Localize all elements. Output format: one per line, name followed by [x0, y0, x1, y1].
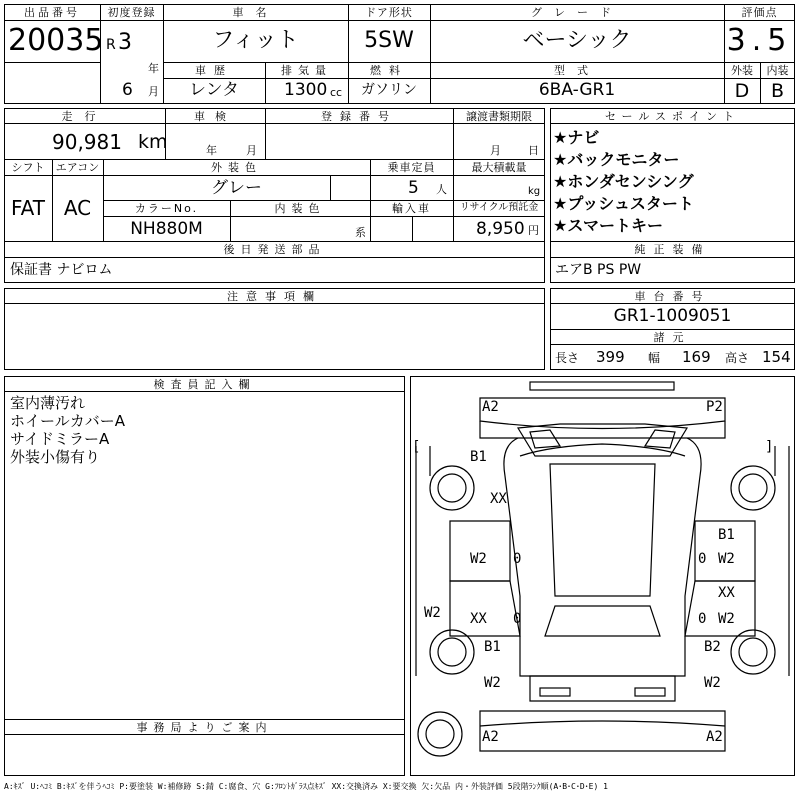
mark-left-mid: B1 [470, 449, 487, 465]
car-name-label: 車名 [232, 6, 279, 19]
year-unit: 年 [148, 62, 159, 75]
wid-label: 幅 [648, 351, 661, 365]
lot-no: 20035 [8, 23, 104, 58]
sales-item: ★スマートキー [553, 216, 664, 235]
era: R [106, 37, 116, 53]
chassis-label: 車台番号 [634, 290, 711, 303]
lot-no-label: 出品番号 [24, 6, 80, 19]
recycle-unit: 円 [528, 224, 539, 237]
int-grade: B [770, 80, 785, 102]
after-parts-label: 後日発送部品 [223, 243, 326, 256]
displacement-label: 排気量 [281, 64, 332, 77]
int-label: 内装 [766, 64, 789, 77]
mark-left-door-rear: XX [470, 611, 487, 627]
shift-label: シフト [11, 161, 45, 174]
model-label: 型式 [554, 64, 600, 77]
inspector-note: 室内薄汚れ [10, 394, 86, 412]
fuel-label: 燃料 [370, 64, 408, 77]
mark-right-w2: W2 [718, 551, 735, 567]
exterior-color-label: 外装色 [211, 161, 262, 174]
door-label: ドア形状 [365, 6, 413, 19]
recycle-label: リサイクル預託金 [459, 202, 539, 213]
mark-right-door-rear: W2 [718, 611, 735, 627]
mark-left-rear: B1 [484, 639, 501, 655]
bracket-right: ] [765, 439, 774, 455]
month-unit: 月 [148, 85, 159, 98]
hgt: 154 [762, 348, 791, 366]
ac-label: エアコン [55, 161, 100, 174]
model: 6BA-GR1 [538, 80, 616, 100]
mileage-unit: km [138, 131, 168, 153]
inspector-note: ホイールカバーA [10, 412, 125, 430]
mark-zero: 0 [698, 611, 707, 627]
inspector-note: サイドミラーA [10, 430, 110, 448]
mark-zero: 0 [513, 551, 522, 567]
ext-grade: D [734, 80, 750, 102]
door: 5SW [364, 28, 414, 53]
mark-left-rear-w: W2 [484, 675, 501, 691]
sales-item: ★ナビ [553, 128, 600, 147]
car-diagram [410, 376, 795, 776]
color-no: NH880M [130, 219, 203, 239]
sales-title: セールスポイント [604, 110, 740, 123]
displacement-unit: cc [330, 86, 343, 99]
transfer-month-unit: 月 [490, 144, 501, 157]
mark-right-rear: B2 [704, 639, 721, 655]
office-label: 事務局よりご案内 [136, 721, 273, 734]
mark-zero: 0 [513, 611, 522, 627]
shift: FAT [10, 196, 45, 220]
mark-right-xx: XX [718, 585, 735, 601]
inspection-label: 車検 [194, 110, 236, 123]
insp-month-unit: 月 [246, 144, 257, 157]
import-label: 輸入車 [392, 202, 431, 215]
mark-front-left: A2 [482, 399, 499, 415]
bracket-left: [ [412, 439, 421, 455]
year-num: 3 [118, 30, 132, 55]
car-name: フィット [212, 28, 299, 53]
notes-label: 注意事項欄 [227, 290, 322, 303]
reg-no-label: 登録番号 [321, 110, 397, 123]
history-label: 車歴 [195, 64, 233, 77]
ac: AC [63, 196, 92, 220]
legend: A:ｷｽﾞ U:ﾍｺﾐ B:ｷｽﾞを伴うﾍｺﾐ P:要塗装 W:補修跡 S:錆 C:腐食、穴 G:ﾌﾛﾝﾄｶﾞﾗｽ点ｷｽﾞ XX:交換済み X:要交換 欠:欠品 内・外装評価 5段階ﾗﾝｸ順(A･B･C･D･E) 1 [4, 782, 608, 791]
capacity-label: 乗車定員 [387, 161, 436, 174]
fuel: ガソリン [361, 82, 417, 98]
sales-item: ★バックモニター [553, 150, 680, 169]
load-label: 最大積載量 [471, 161, 527, 174]
capacity-unit: 人 [436, 183, 447, 196]
mark-front-right: P2 [706, 399, 723, 415]
displacement: 1300 [284, 80, 328, 100]
mark-left-outer: W2 [424, 605, 441, 621]
mark-rear-left: A2 [482, 729, 499, 745]
sales-item: ★プッシュスタート [553, 194, 694, 213]
score-label: 評価点 [741, 6, 778, 19]
after-parts: 保証書 ナビロム [10, 262, 113, 278]
exterior-color: グレー [211, 178, 262, 198]
mark-left-door-front: W2 [470, 551, 487, 567]
chassis-number: GR1-1009051 [613, 306, 732, 326]
ext-label: 外装 [731, 64, 753, 77]
month-num: 6 [122, 80, 133, 100]
mark-right-rear-w: W2 [704, 675, 721, 691]
interior-color-label: 内装色 [274, 202, 326, 215]
grade: ベーシック [522, 28, 632, 53]
wid: 169 [682, 348, 711, 366]
history: レンタ [189, 80, 239, 100]
capacity: 5 [408, 178, 419, 198]
interior-color-unit: 系 [355, 226, 366, 239]
color-no-label: カラーNo. [134, 202, 199, 215]
mileage: 90,981 [52, 130, 122, 154]
grade-label: グレード [531, 6, 623, 19]
load-unit: kg [528, 186, 541, 197]
hgt-label: 高さ [725, 351, 750, 365]
len-label: 長さ [555, 351, 580, 365]
recycle: 8,950 [476, 219, 525, 239]
transfer-day-unit: 日 [528, 144, 539, 157]
len: 399 [596, 348, 625, 366]
mark-left-wheel: XX [490, 491, 507, 507]
equip-label: 純正装備 [634, 243, 711, 256]
mileage-label: 走行 [61, 110, 108, 123]
mark-right-mid: B1 [718, 527, 735, 543]
mark-rear-right: A2 [706, 729, 723, 745]
first-reg-label: 初度登録 [107, 6, 156, 19]
mark-zero: 0 [698, 551, 707, 567]
transfer-label: 譲渡書類期限 [466, 110, 532, 123]
insp-year-unit: 年 [206, 144, 217, 157]
inspector-note: 外装小傷有り [10, 448, 101, 466]
score: 3.5 [726, 23, 793, 58]
spec-label: 諸元 [653, 331, 692, 344]
sales-item: ★ホンダセンシング [553, 172, 694, 191]
equip: エアB PS PW [555, 262, 642, 278]
inspector-label: 検査員記入欄 [153, 378, 256, 391]
